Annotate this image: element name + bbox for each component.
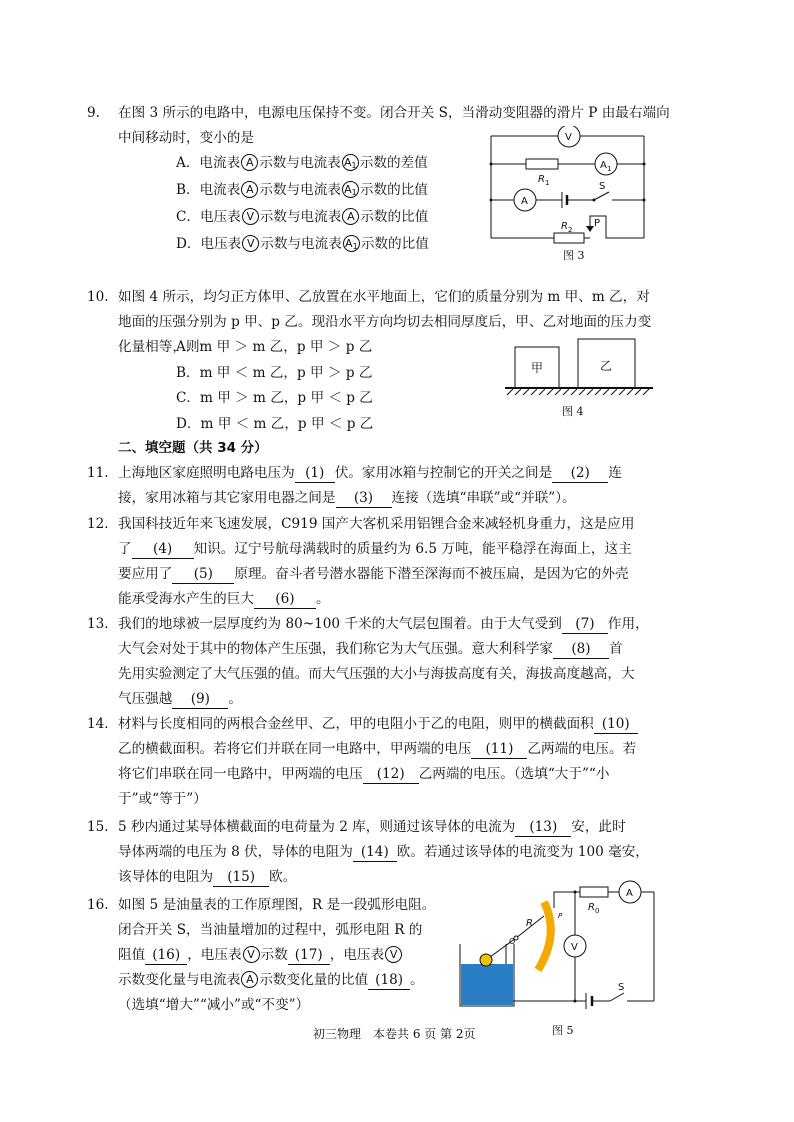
option-text: 示数与电流表: [259, 209, 342, 225]
meter-symbol: $A_1$: [343, 235, 360, 252]
option-text: 示数的比值: [359, 182, 428, 198]
answer-blank[interactable]: (7): [562, 616, 608, 634]
option-c: C．m 甲 ＞ m 乙，p 甲 ＜ p 乙: [176, 390, 373, 406]
question-stem: 在图 3 所示的电路中，电源电压保持不变。闭合开关 S，当滑动变阻器的滑片 P 由最右端向中间移动时，变小的是: [118, 105, 670, 146]
question-number: 12.: [87, 516, 109, 532]
question-number: 10.: [87, 289, 109, 305]
question-13: 13. 我们的地球被一层厚度约为 80~100 千米的大气层包围着。由于大气受到 (7) 作用， 大气会对处于其中的物体产生压强，我们称它为大气压强。意大利科学家 (8) 首 先用实验测定了大气压强的值。而大气压强的大小与海拔高度有关，海拔高度越高，大 气压强越 (9) 。: [118, 612, 688, 712]
svg-text:A: A: [521, 196, 528, 207]
meter-symbol: A: [342, 208, 359, 225]
meter-symbol: A: [241, 181, 258, 198]
question-number: 9.: [87, 105, 100, 121]
page-footer: 初三物理 本卷共 6 页 第 2页: [313, 1027, 476, 1041]
question-number: 14.: [87, 716, 109, 732]
answer-blank[interactable]: (11): [471, 741, 527, 759]
option-letter: B．: [176, 182, 200, 198]
option-text: 示数与电流表: [259, 155, 341, 171]
question-11: 11. 上海地区家庭照明电路电压为 (1) 伏。家用冰箱与控制它的开关之间是 (2) 连 接，家用冰箱与其它家用电器之间是 (3) 连接（选填“串联”或“并联”）。: [118, 461, 688, 511]
meter-symbol: A: [241, 154, 258, 171]
svg-text:甲: 甲: [531, 361, 544, 375]
arc-resistor: [538, 902, 551, 970]
answer-blank[interactable]: (13): [515, 819, 571, 837]
figure-5-oil-gauge: [458, 878, 660, 1018]
svg-text:S: S: [599, 181, 606, 192]
answer-blank[interactable]: (17): [288, 947, 330, 965]
option-a: [176, 151, 428, 176]
answer-blank[interactable]: (2): [552, 465, 608, 483]
svg-text:R: R: [538, 174, 545, 185]
answer-blank[interactable]: (8): [553, 641, 609, 659]
svg-text:V: V: [565, 132, 572, 143]
figure-caption: 图 5: [552, 1024, 574, 1037]
option-letter: C．: [176, 209, 200, 225]
svg-text:乙: 乙: [600, 359, 613, 373]
option-text: 示数的比值: [360, 236, 429, 252]
figure-3-circuit: [486, 126, 652, 260]
question-number: 16.: [87, 897, 109, 913]
option-text: 电流表: [199, 182, 241, 198]
option-text: 示数与电流表: [260, 236, 342, 252]
meter-symbol: $A_1$: [342, 154, 359, 171]
answer-blank[interactable]: (1): [295, 465, 335, 483]
answer-blank[interactable]: (3): [336, 490, 392, 508]
oil-level: [461, 964, 513, 1005]
answer-blank[interactable]: (4): [132, 541, 194, 559]
svg-text:S: S: [618, 982, 625, 993]
option-a: A．m 甲 ＞ m 乙，p 甲 ＞ p 乙: [176, 339, 373, 355]
question-15: 15. 5 秒内通过某导体横截面的电荷量为 2 库，则通过该导体的电流为 (13) 安，此时 导体两端的电压为 8 伏，导体的电阻为 (14) 欧。若通过该导体的电流变为 100 毫安， 该导体的电阻为 (15) 欧。: [118, 815, 688, 890]
svg-text:1: 1: [607, 165, 612, 173]
answer-blank[interactable]: (15): [213, 869, 269, 887]
figure-caption: 图 4: [562, 405, 584, 418]
svg-text:1: 1: [545, 179, 550, 187]
answer-blank[interactable]: (16): [145, 947, 187, 965]
option-text: 电流表: [199, 155, 241, 171]
option-b: [176, 178, 428, 203]
svg-text:P: P: [558, 912, 563, 920]
answer-blank[interactable]: (5): [172, 566, 234, 584]
meter-symbol: V: [242, 208, 259, 225]
option-letter: D．: [176, 236, 201, 252]
meter-symbol: V: [385, 946, 402, 963]
svg-text:R: R: [588, 902, 595, 913]
meter-symbol: $A_1$: [342, 181, 359, 198]
option-b: B．m 甲 ＜ m 乙，p 甲 ＞ p 乙: [176, 365, 373, 381]
meter-symbol: V: [243, 946, 260, 963]
question-number: 15.: [87, 819, 109, 835]
section-title: 二、填空题（共 34 分）: [118, 440, 268, 456]
figure-caption: 图 3: [563, 249, 585, 262]
option-d: D．m 甲 ＜ m 乙，p 甲 ＜ p 乙: [176, 416, 374, 432]
float-ball-icon: [480, 954, 492, 966]
svg-text:2: 2: [568, 226, 573, 234]
figure-4-cubes: [505, 335, 655, 401]
option-text: 电压表: [200, 209, 241, 225]
slider-arrow-icon: [586, 226, 594, 232]
option-text: 示数的差值: [359, 155, 428, 171]
svg-text:R: R: [526, 918, 533, 929]
answer-blank[interactable]: (9): [172, 691, 228, 709]
svg-text:O: O: [509, 937, 516, 946]
option-d: [176, 232, 429, 257]
question-12: 12. 我国科技近年来飞速发展，C919 国产大客机采用铝锂合金来减轻机身重力，这是应用 了 (4) 知识。辽宁号航母满载时的质量约为 6.5 万吨，能平稳浮在海面上，这主 要应用了 (5) 原理。奋斗者号潜水器能下潜至深海而不被压扁，是因为它的外壳 能承受海水产生的巨大 (6) 。: [118, 512, 688, 612]
question-number: 13.: [87, 616, 109, 632]
svg-text:A: A: [600, 160, 607, 171]
svg-text:A: A: [626, 888, 633, 899]
answer-blank[interactable]: (6): [254, 591, 316, 609]
answer-blank[interactable]: (14): [353, 844, 397, 862]
meter-symbol: A: [241, 971, 258, 988]
option-text: 电压表: [200, 236, 242, 252]
answer-blank[interactable]: (10): [594, 716, 638, 734]
answer-blank[interactable]: (12): [363, 766, 419, 784]
svg-text:R: R: [561, 221, 568, 232]
option-c: [176, 205, 428, 230]
answer-blank[interactable]: (18): [368, 972, 410, 990]
question-number: 11.: [87, 465, 109, 481]
svg-text:0: 0: [595, 907, 600, 915]
question-stem-line: 化量相等，则: [118, 339, 200, 355]
question-stem-line: 地面的压强分别为 p 甲、p 乙。现沿水平方向均切去相同厚度后，甲、乙对地面的压力变: [118, 314, 652, 330]
svg-text:V: V: [571, 942, 578, 953]
svg-text:P: P: [594, 218, 601, 229]
option-text: 示数的比值: [360, 209, 429, 225]
option-letter: A．: [176, 155, 200, 171]
option-text: 示数与电流表: [259, 182, 341, 198]
question-stem-line: 如图 4 所示，均匀正方体甲、乙放置在水平地面上，它们的质量分别为 m 甲、m 乙，对: [118, 289, 650, 305]
question-14: 14. 材料与长度相同的两根合金丝甲、乙，甲的电阻小于乙的电阻，则甲的横截面积 (10) 乙的横截面积。若将它们并联在同一电路中，甲两端的电压 (11) 乙两端的电压。若 将它们串联在同一电路中，甲两端的电压 (12) 乙两端的电压。（选填“大于”“小 于”或“等于”）: [118, 712, 688, 812]
question-16: 16. 如图 5 是油量表的工作原理图，R 是一段弧形电阻。 闭合开关 S，当油量增加的过程中，弧形电阻 R 的 阻值 (16) ，电压表 V 示数 (17) ，电压表 V 示数变化量与电流表 A 示数变化量的比值 (18) 。 （选填“增大”“减小”或“不变”）: [118, 893, 458, 1018]
meter-symbol: V: [242, 235, 259, 252]
